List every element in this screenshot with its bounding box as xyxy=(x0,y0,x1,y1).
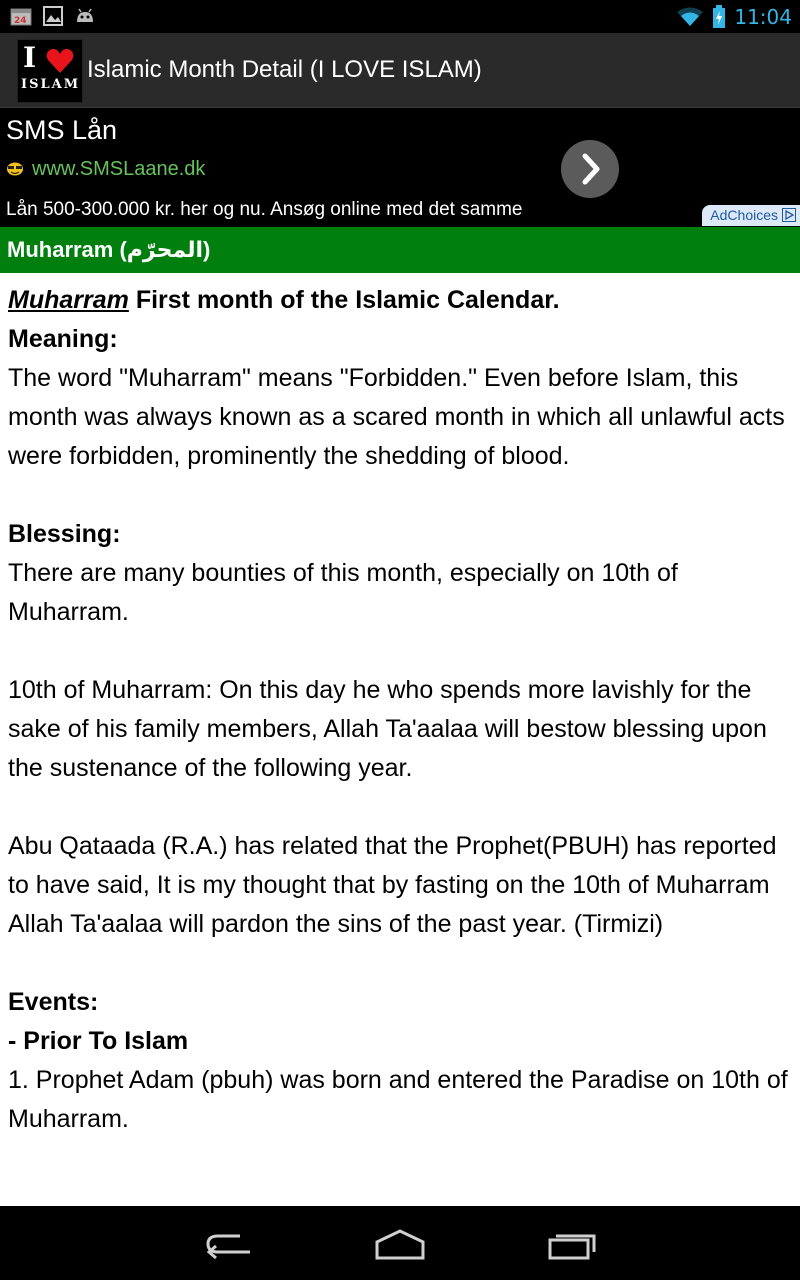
spacer xyxy=(8,944,798,983)
android-icon xyxy=(74,6,96,26)
intro-line xyxy=(8,281,798,320)
logo-letter: I xyxy=(23,41,37,74)
system-status xyxy=(676,4,792,30)
notification-icons xyxy=(10,5,96,27)
status-bar xyxy=(0,0,800,33)
svg-text:24: 24 xyxy=(14,16,27,26)
meaning-heading: Meaning: xyxy=(8,325,118,353)
prior-to-islam-heading: - Prior To Islam xyxy=(8,1027,189,1055)
chevron-right-icon xyxy=(561,140,619,198)
adchoices-label: AdChoices xyxy=(710,207,778,223)
adchoices-button[interactable] xyxy=(702,205,800,226)
tenth-muharram-text: 10th of Muharram: On this day he who spends more lavishly for the sake of his family members, Allah Ta'aalaa will bestow blessing upon the sustenance of the following year. xyxy=(8,676,767,782)
month-name-link[interactable]: Muharram xyxy=(8,286,129,314)
page-title: Islamic Month Detail (I LOVE ISLAM) xyxy=(87,56,482,83)
events-heading: Events: xyxy=(8,988,99,1016)
logo-word: ISLAM xyxy=(21,77,81,92)
home-icon[interactable] xyxy=(370,1224,430,1264)
intro-text: First month of the Islamic Calendar. xyxy=(128,286,560,314)
spacer xyxy=(8,476,798,515)
spacer xyxy=(8,788,798,827)
blessing-text: There are many bounties of this month, especially on 10th of Muharram. xyxy=(8,559,678,626)
ad-url[interactable]: www.SMSLaane.dk xyxy=(32,158,206,180)
ad-banner[interactable] xyxy=(0,108,800,227)
spacer xyxy=(8,632,798,671)
blessing-heading: Blessing: xyxy=(8,520,121,548)
ad-open-button[interactable] xyxy=(561,140,619,198)
ad-title[interactable]: SMS Lån xyxy=(6,115,118,145)
month-detail-content[interactable] xyxy=(8,281,798,1206)
meaning-text: The word "Muharram" means "Forbidden." Even before Islam, this month was always known as a scared month in which all unlawful acts were forbidden, prominently the shedding of blood. xyxy=(8,364,785,470)
app-logo[interactable] xyxy=(17,39,83,103)
smiley-sunglasses-icon xyxy=(6,162,24,176)
photo-gallery-icon xyxy=(42,6,64,26)
recent-apps-icon[interactable] xyxy=(542,1224,602,1264)
event-item: 1. Prophet Adam (pbuh) was born and entered the Paradise on 10th of Muharram. xyxy=(8,1066,788,1133)
month-header: Muharram (المحرّم) xyxy=(0,227,800,273)
wifi-icon xyxy=(676,6,704,28)
action-bar xyxy=(0,33,800,108)
heart-icon xyxy=(46,48,74,74)
qataada-text: Abu Qataada (R.A.) has related that the Prophet(PBUH) has reported to have said, It is my thought that by fasting on the 10th of Muharram Allah Ta'aalaa will pardon the sins of the past year. (Tirmizi) xyxy=(8,832,777,938)
battery-charging-icon xyxy=(712,5,726,29)
back-icon[interactable] xyxy=(200,1224,260,1264)
24-7-calendar-icon xyxy=(10,6,32,26)
navigation-bar xyxy=(0,1206,800,1280)
adchoices-icon xyxy=(782,208,796,222)
ad-description: Lån 500-300.000 kr. her og nu. Ansøg online med det samme xyxy=(6,199,523,220)
clock: 11:04 xyxy=(734,5,792,29)
